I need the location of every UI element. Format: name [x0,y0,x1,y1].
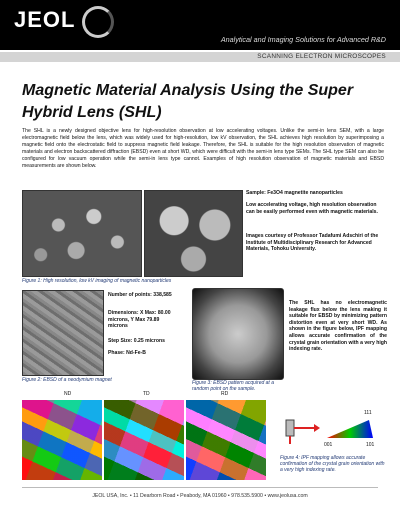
ipf-color-triangle-icon [325,418,375,440]
figure4-caption: Figure 4: IPF mapping allows accurate confirmation of the crystal grain orientation with a very high indexing rate. [280,455,385,473]
triangle-label-111: 111 [364,410,372,416]
ipf-label-td: TD [143,391,150,397]
jeol-logo: JEOL [14,7,76,32]
ipf-map-rd [186,400,266,480]
axis-orientation-icon [280,410,320,446]
ebsd-phase: Phase: Nd-Fe-B [108,350,146,356]
ipf-map-td [104,400,184,480]
triangle-label-101: 101 [366,442,375,448]
shl-note: The SHL has no electromagnetic leakage flux below the lens making it suitable for EBSD by minimizing pattern distortion even at very short WD. As shown in the figure below, IPF mapping allows accurate confirmation of the crystal grain orientation with a very high indexing rate. [289,300,387,353]
sem-image-high-mag [144,190,243,277]
figure2-caption: Figure 2: EBSD of a neodymium magnet [22,377,112,383]
sem-image-low-mag [22,190,142,277]
intro-paragraph: The SHL is a newly designed objective lens for high-resolution observation at low accelerating voltages. Unlike the semi-in lens SEM, with a large electromagnetic field below the lens, which was widely used for high-resolution, low kV observation, the SHL achieves high resolution by superimposing a magnetic field onto the electrostatic field to suppress magnetic field leakage. Therefore, the SHL is suitable for the high resolution observation of magnetic materials and electron backscattered diffraction (EBSD) even at short WD, which were difficult with the semi-in lens type SEMs. The SHL type SEM can also be configured for low vacuum operation while the semi-in lens type cannot. Examples of high resolution observation of magnetic materials and EBSD measurements are shown below. [22,128,384,169]
ebsd-points: Number of points: 338,585 [108,292,172,298]
ebsd-dimensions: Dimensions: X Max: 80.00 microns, Y Max 79.89 microns [108,310,171,330]
logo-swirl-icon [82,6,114,38]
sample-description: Low accelerating voltage, high resolution observation can be easily performed even with magnetic materials. [246,202,378,215]
ipf-label-rd: RD [221,391,229,397]
ebsd-step: Step Size: 0.25 microns [108,338,165,344]
section-banner [0,52,400,62]
tagline: Analytical and Imaging Solutions for Advanced R&D [220,35,386,44]
header-bar [0,0,400,50]
footer-text: JEOL USA, Inc. • 11 Dearborn Road • Peabody, MA 01960 • 978.535.5900 • www.jeolusa.com [92,493,308,499]
image-credit: Images courtesy of Professor Tadafumi Adschiri of the Institute of Multidisciplinary Research for Advanced Materials, Tohoku University. [246,233,379,253]
figure1-caption: Figure 1: High resolution, low kV imaging of magnetic nanoparticles [22,278,172,284]
ipf-label-nd: ND [64,391,72,397]
page-title: Magnetic Material Analysis Using the Super Hybrid Lens (SHL) [22,82,354,121]
ebsd-pattern-image [192,288,284,380]
triangle-label-001: 001 [324,442,333,448]
section-label: SCANNING ELECTRON MICROSCOPES [257,53,386,60]
footer-divider [22,487,378,488]
sample-heading: Sample: Fe3O4 magnetite nanoparticles [246,190,343,196]
ebsd-map-image [22,290,104,376]
ipf-map-nd [22,400,102,480]
figure3-caption: Figure 3: EBSD pattern acquired at a random point on the sample. [192,380,274,392]
